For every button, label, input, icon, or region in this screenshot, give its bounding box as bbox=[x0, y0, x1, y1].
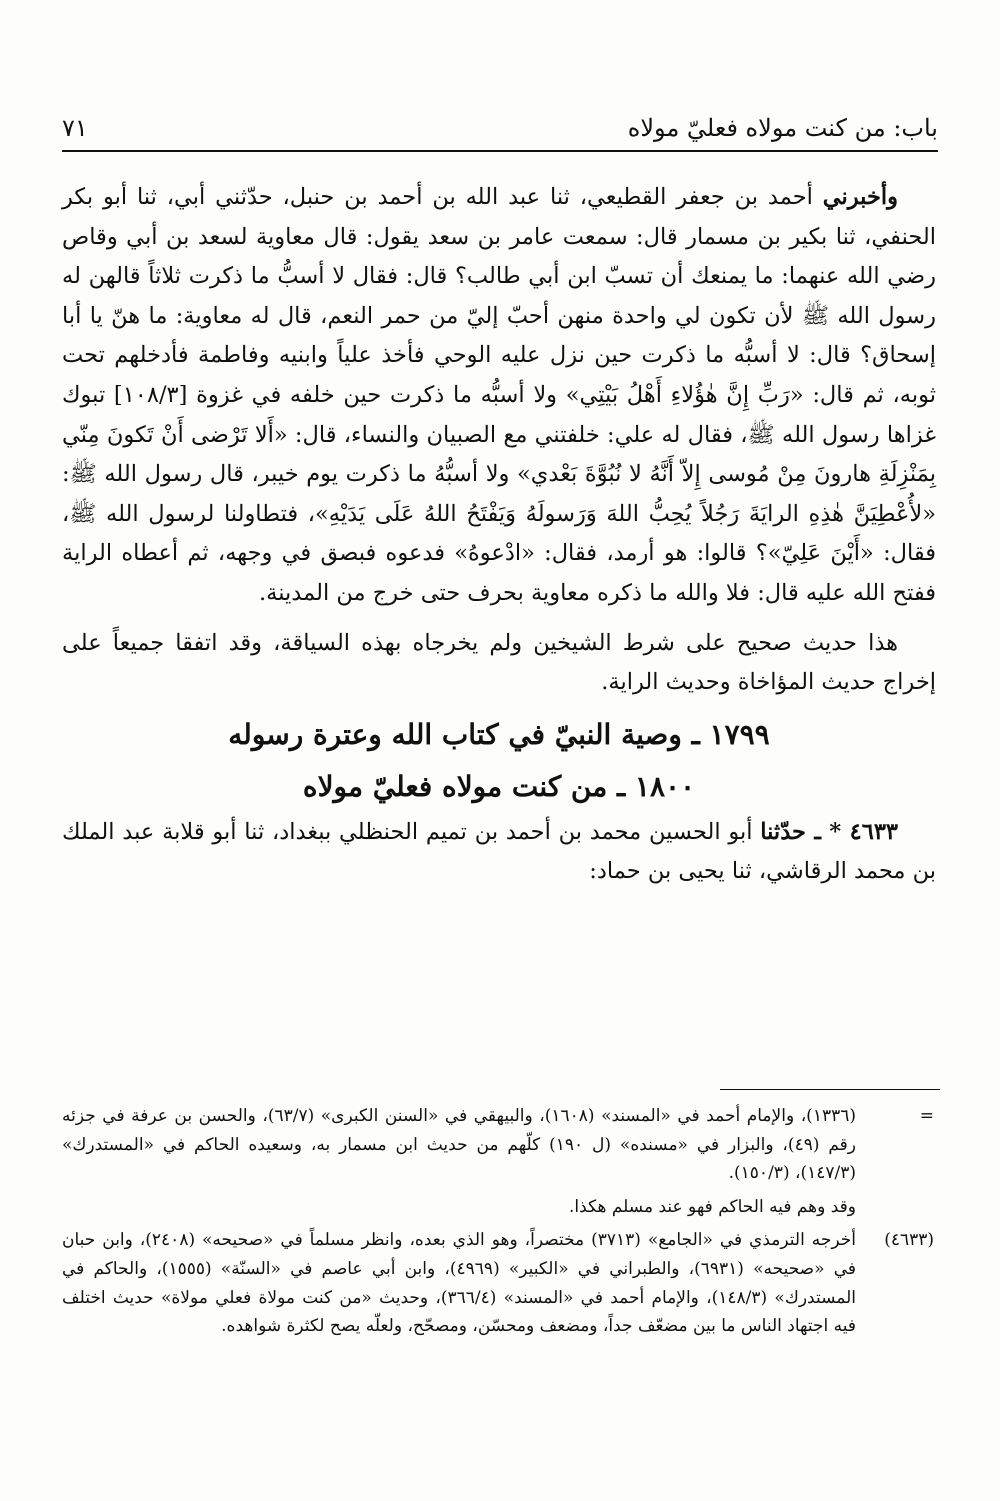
hadith-text: أبو الحسين محمد بن أحمد بن تميم الحنظلي ببغداد، ثنا أبو قلابة عبد الملك بن محمد الرقاشي، ثنا يحيى بن حماد: bbox=[62, 818, 936, 885]
narration-lead: وأخبرني bbox=[822, 184, 898, 210]
footnote-marker: = bbox=[919, 1106, 934, 1126]
narration-paragraph bbox=[62, 178, 936, 614]
main-text bbox=[62, 178, 936, 892]
hadith-lead: ٤٦٣٣ * ـ حدّثنا bbox=[760, 818, 898, 845]
narration-text: أحمد بن جعفر القطيعي، ثنا عبد الله بن أحمد بن حنبل، حدّثني أبي، ثنا أبو بكر الحنفي، ثنا بكير بن مسمار قال: سمعت عامر بن سعد يقول: قال معاوية لسعد بن أبي وقاص رضي الله عنهما: ما يمنعك أن تسبّ ابن أبي طالب؟ قال: فقال لا أسبُّ ما ذكرت ثلاثاً قالهن له رسول الله ﷺ لأن تكون لي واحدة منهن أحبّ إليّ من حمر النعم، قال له معاوية: ما هنّ يا أبا إسحاق؟ قال: لا أسبُّه ما ذكرت حين نزل عليه الوحي فأخذ علياً وابنيه وفاطمة فأدخلهم تحت ثوبه، ثم قال: «رَبِّ إِنَّ هٰؤُلاءِ أَهْلُ بَيْتِي» ولا أسبُّه ما ذكرت حين خلفه في غزوة [١٠٨/٣] تبوك غزاها رسول الله ﷺ، فقال له علي: خلفتني مع الصبيان والنساء، قال: «أَلا تَرْضى أَنْ تَكونَ مِنّي بِمَنْزِلَةِ هارونَ مِنْ مُوسى إِلاّ أَنَّهُ لا نُبُوَّةَ بَعْدي» ولا أسبُّهُ ما ذكرت يوم خيبر، قال رسول الله ﷺ: «لأُعْطِيَنَّ هٰذِهِ الرايَةَ رَجُلاً يُحِبُّ اللهَ وَرَسولَهُ وَيَفْتَحُ اللهُ عَلَى يَدَيْهِ»، فتطاولنا لرسول الله ﷺ، فقال: «أَيْنَ عَلِيّ»؟ قالوا: هو أرمد، فقال: «ادْعوهُ» فدعوه فبصق في وجهه، ثم أعطاه الراية ففتح الله عليه قال: فلا والله ما ذكره معاوية بحرف حتى خرج من المدينة. bbox=[62, 184, 936, 606]
footnote-text: وقد وهم فيه الحاكم فهو عند مسلم هكذا. bbox=[569, 1196, 856, 1217]
footnotes bbox=[62, 1102, 934, 1346]
header-rule bbox=[62, 150, 938, 152]
section-heading-1799: ١٧٩٩ ـ وصية النبيّ في كتاب الله وعترة رسوله bbox=[228, 717, 770, 751]
running-header bbox=[62, 100, 938, 142]
footnote-marker: (٤٦٣٣) bbox=[884, 1230, 934, 1251]
chapter-title: باب: من كنت مولاه فعليّ مولاه bbox=[627, 114, 938, 142]
footnote-marker bbox=[856, 1193, 934, 1222]
grading-text: هذا حديث صحيح على شرط الشيخين ولم يخرجاه بهذه السياقة، وقد اتفقا جميعاً على إخراج حديث المؤاخاة وحديث الراية. bbox=[62, 629, 936, 696]
footnote-text: أخرجه الترمذي في «الجامع» (٣٧١٣) مختصراً، وهو الذي بعده، وانظر مسلماً في «صحيحه» (٢٤٠٨)، وابن حبان في «صحيحه» (٦٩٣١)، والطبراني في «الكبير» (٤٩٦٩)، وابن أبي عاصم في «السنّة» (١٥٥٥)، والحاكم في المستدرك» (١٤٨/٣)، والإمام أحمد في «المسند» (٣٦٦/٤)، وحديث «من كنت مولاة فعلي مولاة» حديث اختلف فيه اجتهاد الناس ما بين مضعّف جداً، ومضعف ومحسّن، ومصحّح، ولعلّه يصح لكثرة شواهده. bbox=[62, 1230, 856, 1337]
section-heading-1800: ١٨٠٠ ـ من كنت مولاه فعليّ مولاه bbox=[302, 769, 696, 803]
footnote bbox=[62, 1193, 934, 1222]
footnote-separator bbox=[720, 1089, 940, 1090]
grading-paragraph bbox=[62, 624, 936, 703]
page-number: ٧١ bbox=[62, 114, 88, 142]
footnote bbox=[62, 1226, 934, 1340]
hadith-paragraph bbox=[62, 813, 936, 892]
footnote-text: (١٣٣٦)، والإمام أحمد في «المسند» (١٦٠٨)، والبيهقي في «السنن الكبرى» (٦٣/٧)، والحسن بن عرفة في جزئه رقم (٤٩)، والبزار في «مسنده» (ل ١٩٠) كلّهم من حديث ابن مسمار به، وسعيده الحاكم في «المستدرك» (١٤٧/٣)، (١٥٠/٣). bbox=[62, 1106, 856, 1184]
footnote bbox=[62, 1102, 934, 1188]
